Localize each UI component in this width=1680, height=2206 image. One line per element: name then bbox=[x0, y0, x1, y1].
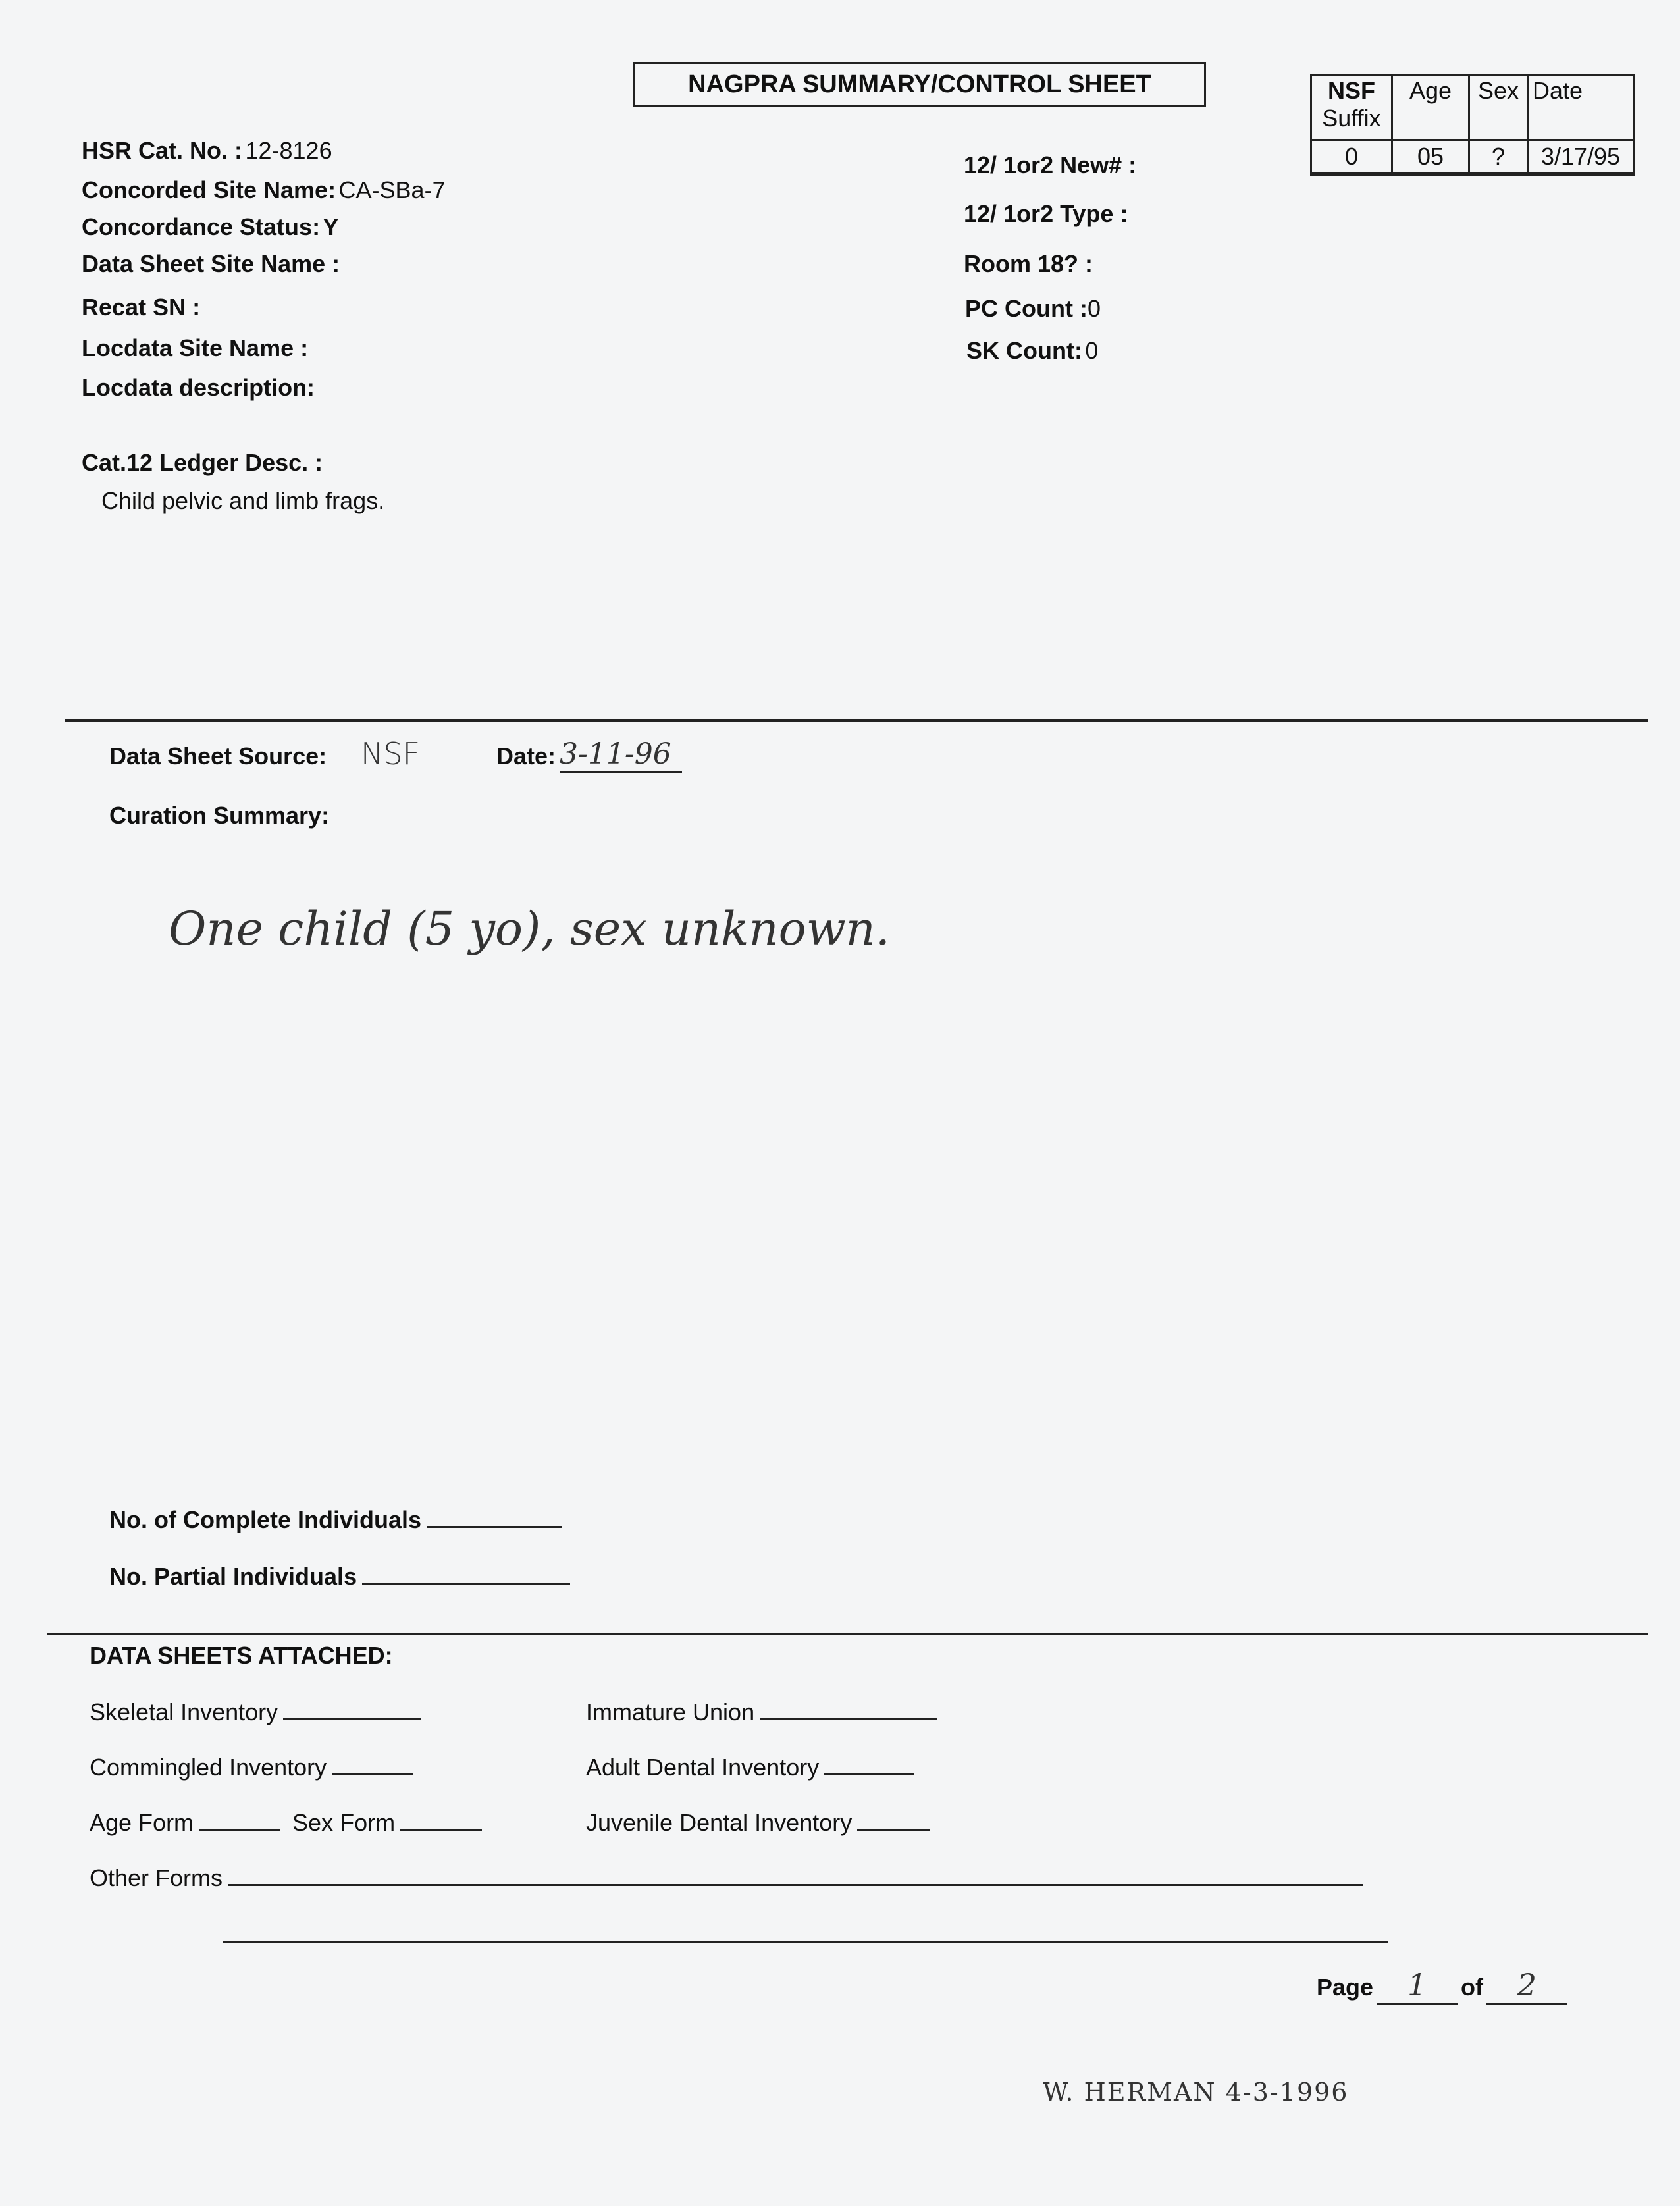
sk-count-value: 0 bbox=[1085, 337, 1099, 364]
juvenile-dental-row bbox=[586, 1809, 930, 1837]
data-sheet-source-label: Data Sheet Source: bbox=[109, 743, 327, 770]
immature-union-row bbox=[586, 1698, 937, 1726]
hsr-cat-label: HSR Cat. No. : bbox=[82, 137, 243, 164]
skeletal-inventory-row bbox=[90, 1698, 421, 1726]
nsf-suffix-value: 0 bbox=[1311, 140, 1392, 175]
immature-union-blank bbox=[760, 1718, 937, 1720]
date-value: 3/17/95 bbox=[1528, 140, 1634, 175]
new-number-label: 12/ 1or2 New# : bbox=[964, 151, 1137, 178]
form-title-text: NAGPRA SUMMARY/CONTROL SHEET bbox=[688, 70, 1151, 98]
curation-summary-text: One child (5 yo), sex unknown. bbox=[169, 902, 891, 956]
data-sheet-source-value: NSF bbox=[361, 736, 421, 772]
page-label: Page bbox=[1317, 1974, 1374, 2001]
section-divider bbox=[65, 719, 1648, 722]
attached-divider bbox=[47, 1633, 1648, 1635]
recat-sn-label: Recat SN : bbox=[82, 294, 201, 321]
juvenile-dental-blank bbox=[857, 1829, 930, 1831]
age-value: 05 bbox=[1392, 140, 1469, 175]
concordance-status-value: Y bbox=[323, 213, 339, 240]
ledger-desc-label: Cat.12 Ledger Desc. : bbox=[82, 449, 323, 476]
ledger-desc-text: Child pelvic and limb frags. bbox=[101, 487, 385, 514]
complete-individuals-blank bbox=[427, 1526, 562, 1528]
nsf-header: NSF bbox=[1328, 77, 1375, 104]
of-value: 2 bbox=[1486, 1967, 1567, 2005]
form-title bbox=[633, 62, 1206, 107]
adult-dental-row bbox=[586, 1754, 914, 1781]
data-sheets-attached-heading: DATA SHEETS ATTACHED: bbox=[90, 1642, 393, 1669]
complete-individuals-label: No. of Complete Individuals bbox=[109, 1506, 422, 1533]
locdata-description-label: Locdata description: bbox=[82, 374, 315, 401]
sex-value: ? bbox=[1469, 140, 1528, 175]
pc-count-row bbox=[965, 295, 1101, 323]
suffix-header: Suffix bbox=[1322, 105, 1381, 132]
adult-dental-blank bbox=[824, 1773, 914, 1775]
other-forms-second-line bbox=[223, 1941, 1388, 1943]
adult-dental-label: Adult Dental Inventory bbox=[586, 1754, 820, 1781]
partial-individuals-row bbox=[109, 1563, 570, 1590]
partial-individuals-blank bbox=[362, 1583, 570, 1585]
concorded-site-row bbox=[82, 176, 446, 204]
other-forms-blank bbox=[228, 1884, 1363, 1886]
pc-count-value: 0 bbox=[1087, 295, 1101, 322]
page-number-row bbox=[1317, 1967, 1567, 2005]
hsr-cat-row bbox=[82, 137, 332, 165]
locdata-site-label: Locdata Site Name : bbox=[82, 334, 309, 361]
page-value: 1 bbox=[1377, 1967, 1458, 2005]
sex-form-label: Sex Form bbox=[292, 1809, 396, 1836]
hsr-cat-value: 12-8126 bbox=[245, 137, 332, 164]
partial-individuals-label: No. Partial Individuals bbox=[109, 1563, 357, 1590]
concordance-status-row bbox=[82, 213, 339, 241]
skeletal-inventory-label: Skeletal Inventory bbox=[90, 1698, 278, 1725]
age-form-label: Age Form bbox=[90, 1809, 194, 1836]
sex-form-blank bbox=[400, 1829, 482, 1831]
nsf-header-cell bbox=[1311, 75, 1392, 140]
commingled-inventory-label: Commingled Inventory bbox=[90, 1754, 327, 1781]
age-header: Age bbox=[1392, 75, 1469, 140]
room-18-label: Room 18? : bbox=[964, 250, 1093, 277]
concorded-site-label: Concorded Site Name: bbox=[82, 176, 336, 203]
pc-count-label: PC Count : bbox=[965, 295, 1088, 322]
juvenile-dental-label: Juvenile Dental Inventory bbox=[586, 1809, 853, 1836]
data-sheet-site-label: Data Sheet Site Name : bbox=[82, 250, 340, 277]
data-sheet-date-label: Date: bbox=[496, 743, 556, 770]
concorded-site-value: CA-SBa-7 bbox=[338, 176, 446, 203]
curation-summary-label: Curation Summary: bbox=[109, 802, 330, 829]
other-forms-label: Other Forms bbox=[90, 1864, 223, 1891]
concordance-status-label: Concordance Status: bbox=[82, 213, 321, 240]
nsf-table bbox=[1310, 74, 1635, 176]
of-label: of bbox=[1460, 1974, 1483, 2001]
commingled-inventory-row bbox=[90, 1754, 413, 1781]
other-forms-row bbox=[90, 1864, 1363, 1892]
age-form-blank bbox=[199, 1829, 280, 1831]
immature-union-label: Immature Union bbox=[586, 1698, 755, 1725]
date-header: Date bbox=[1528, 75, 1634, 140]
commingled-inventory-blank bbox=[332, 1773, 413, 1775]
sk-count-row bbox=[966, 337, 1098, 365]
data-sheet-date-value: 3-11-96 bbox=[560, 737, 682, 773]
type-label: 12/ 1or2 Type : bbox=[964, 200, 1128, 227]
signature-text: W. HERMAN 4-3-1996 bbox=[1043, 2078, 1349, 2107]
age-sex-form-row bbox=[90, 1809, 482, 1837]
sk-count-label: SK Count: bbox=[966, 337, 1082, 364]
complete-individuals-row bbox=[109, 1506, 562, 1534]
sex-header: Sex bbox=[1469, 75, 1528, 140]
skeletal-inventory-blank bbox=[283, 1718, 421, 1720]
